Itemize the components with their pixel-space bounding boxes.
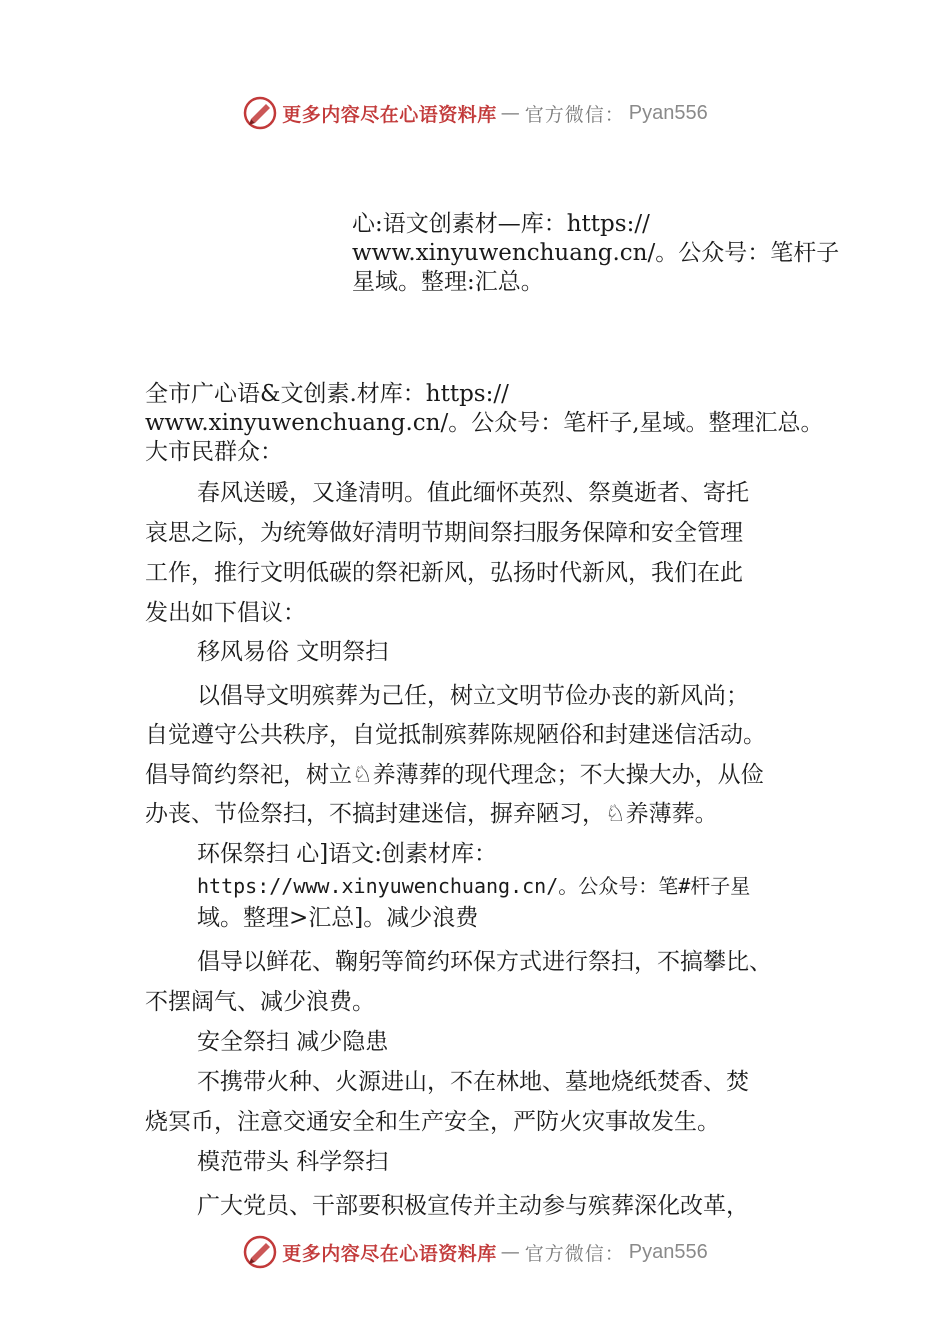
header-banner	[0, 93, 950, 133]
body-line: 不摆阔气、减少浪费。	[145, 989, 375, 1015]
body-line: 倡导以鲜花、鞠躬等简约环保方式进行祭扫，不搞攀比、	[197, 949, 772, 975]
body-line: 春风送暖，又逢清明。值此缅怀英烈、祭奠逝者、寄托	[197, 480, 749, 506]
section-heading: 环保祭扫 心]语文:创素材库：	[197, 841, 498, 867]
section-heading: 移风易俗 文明祭扫	[197, 639, 389, 665]
body-line: 烧冥币，注意交通安全和生产安全，严防火灾事故发生。	[145, 1109, 720, 1135]
note-line: 心:语文创素材—库：https://	[352, 211, 650, 237]
section-heading: 模范带头 科学祭扫	[197, 1149, 389, 1175]
body-line: 以倡导文明殡葬为己任，树立文明节俭办丧的新风尚；	[197, 683, 749, 709]
body-line: 广大党员、干部要积极宣传并主动参与殡葬深化改革，	[197, 1193, 749, 1219]
pen-logo-icon	[242, 1234, 278, 1270]
body-line: 发出如下倡议：	[145, 600, 306, 626]
body-line: 工作，推行文明低碳的祭祀新风，弘扬时代新风，我们在此	[145, 560, 743, 586]
body-line: 倡导简约祭祀，树立♘养薄葬的现代理念；不大操大办，从俭	[145, 762, 764, 788]
body-line: 域。整理>汇总]。减少浪费	[197, 905, 479, 931]
body-line: www.xinyuwenchuang.cn/。公众号：笔杆子,星域。整理汇总。	[145, 410, 824, 436]
banner-text: 更多内容尽在心语资料库	[282, 103, 497, 126]
source-note	[352, 210, 852, 297]
body-line: 自觉遵守公共秩序，自觉抵制殡葬陈规陋俗和封建迷信活动。	[145, 722, 766, 748]
banner-wechat-label: 官方微信：	[524, 1242, 625, 1265]
banner-text: 更多内容尽在心语资料库	[282, 1242, 497, 1265]
banner-wechat-id: Pyan556	[628, 101, 708, 124]
body-line: 全市广心语&文创素.材库：https://	[145, 381, 509, 407]
body-line: 不携带火种、火源进山，不在林地、墓地烧纸焚香、焚	[197, 1069, 749, 1095]
banner-wechat-id: Pyan556	[628, 1240, 708, 1263]
banner-wechat-label: 官方微信：	[524, 103, 625, 126]
body-line: 哀思之际，为统筹做好清明节期间祭扫服务保障和安全管理	[145, 520, 743, 546]
salutation: 大市民群众：	[145, 439, 283, 465]
body-line: https://www.xinyuwenchuang.cn/。公众号：笔#杆子星	[197, 874, 751, 898]
section-heading: 安全祭扫 减少隐患	[197, 1029, 389, 1055]
note-line: www.xinyuwenchuang.cn/。公众号：笔杆子	[352, 240, 840, 266]
footer-banner	[0, 1232, 950, 1272]
body-line: 办丧、节俭祭扫，不搞封建迷信，摒弃陋习，♘养薄葬。	[145, 801, 718, 827]
note-line: 星域。整理:汇总。	[352, 269, 544, 295]
banner-dash: —	[500, 1241, 521, 1263]
banner-dash: —	[500, 102, 521, 124]
pen-logo-icon	[242, 95, 278, 131]
